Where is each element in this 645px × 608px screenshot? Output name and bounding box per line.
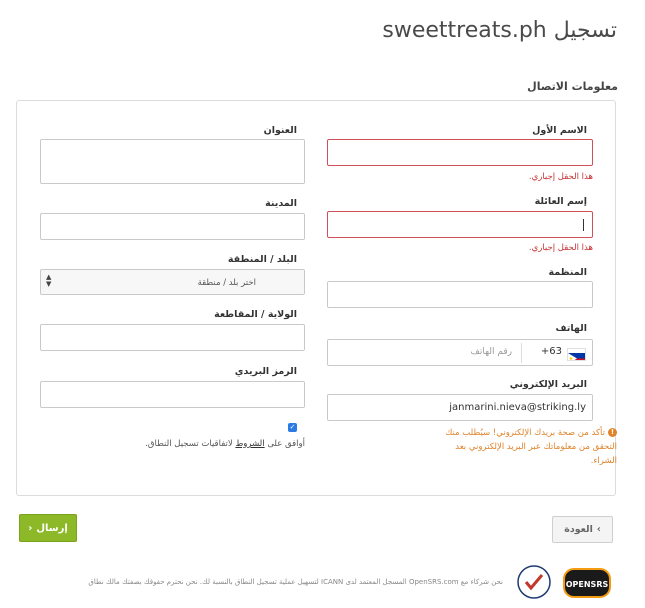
terms-link[interactable]: الشروط [235, 439, 265, 449]
email-input[interactable] [327, 394, 593, 421]
address-textarea[interactable] [40, 139, 305, 184]
last-name-label: إسم العائلة [534, 196, 587, 207]
phone-field[interactable] [327, 339, 593, 366]
first-name-input[interactable] [327, 139, 593, 166]
postal-input[interactable] [40, 381, 305, 408]
country-label: البلد / المنطقة [227, 254, 297, 265]
philippines-flag-icon[interactable] [567, 348, 586, 361]
city-label: المدينة [265, 198, 297, 209]
footer-text: نحن شركاء مع OpenSRS.com المسجل المعتمد لدى ICANN لتسهيل عملية تسجيل النطاق بالنسبة لك. نحن نحترم حقوقك بصفتك مالك نطاق [88, 578, 503, 586]
page-title: تسجيل sweettreats.ph [382, 18, 617, 43]
city-input[interactable] [40, 213, 305, 240]
first-name-label: الاسم الأول [532, 125, 587, 136]
agree-checkbox[interactable]: ✓ [289, 423, 296, 431]
svg-text:OPENSRS: OPENSRS [565, 580, 609, 589]
email-value: janmarini.nieva@striking.ly [449, 402, 586, 413]
phone-placeholder: رقم الهاتف [470, 347, 512, 357]
last-name-error: هذا الحقل إجباري. [528, 243, 593, 253]
address-label: العنوان [263, 125, 297, 136]
email-label: البريد الإلكتروني [509, 379, 587, 390]
postal-label: الرمز البريدي [234, 366, 297, 377]
last-name-input[interactable] [327, 211, 593, 238]
chevron-left-icon: ‹ [28, 522, 33, 534]
back-label: العودة [564, 524, 593, 535]
phone-divider [521, 343, 522, 363]
section-title: معلومات الاتصال [527, 80, 618, 93]
email-warning: !تأكد من صحة بريدك الإلكتروني! سيُطلب منك التحقق من معلوماتك عبر البريد الإلكتروني بعد الشراء. [445, 428, 617, 466]
opensrs-logo [563, 568, 611, 598]
agree-text: أوافق على الشروط لاتفاقيات تسجيل النطاق. [145, 439, 305, 449]
phone-label: الهاتف [555, 323, 587, 334]
warning-icon: ! [608, 428, 617, 437]
submit-label: إرسال [36, 522, 68, 534]
text-cursor [583, 219, 584, 231]
country-select[interactable] [40, 269, 305, 295]
icann-logo [515, 564, 553, 600]
organization-input[interactable] [327, 281, 593, 308]
first-name-error: هذا الحقل إجباري. [528, 172, 593, 182]
back-button[interactable] [552, 516, 613, 543]
chevron-right-icon: › [596, 524, 601, 535]
organization-label: المنظمة [548, 267, 587, 278]
state-label: الولاية / المقاطعة [214, 309, 297, 320]
submit-button[interactable] [19, 514, 77, 542]
state-input[interactable] [40, 324, 305, 351]
country-selected: اختر بلد / منطقة [197, 278, 256, 288]
select-arrows-icon: ▲ ▼ [46, 273, 52, 288]
country-code[interactable]: +63 [540, 346, 562, 357]
